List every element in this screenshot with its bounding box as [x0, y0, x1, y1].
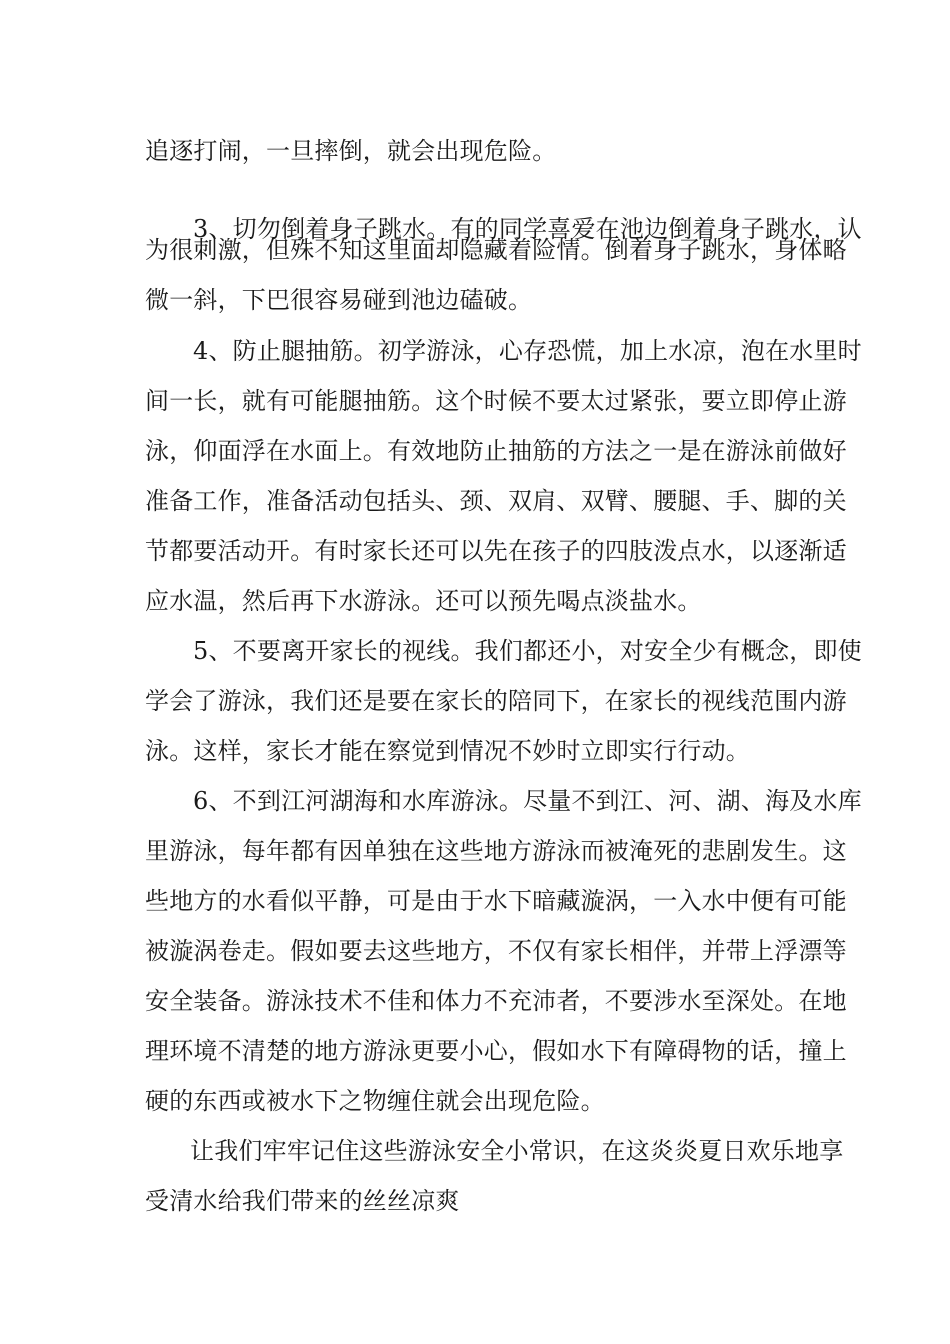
text-line: 准备工作，准备活动包括头、颈、双肩、双臂、腰腿、手、脚的关	[145, 487, 847, 515]
text-line: 被漩涡卷走。假如要去这些地方，不仅有家长相伴，并带上浮漂等	[145, 937, 847, 965]
text-line: 硬的东西或被水下之物缠住就会出现危险。	[145, 1087, 605, 1115]
text-line: 理环境不清楚的地方游泳更要小心，假如水下有障碍物的话，撞上	[145, 1037, 847, 1065]
text-line: 学会了游泳，我们还是要在家长的陪同下，在家长的视线范围内游	[145, 687, 847, 715]
text-line: 为很刺激，但殊不知这里面却隐藏着险情。倒着身子跳水，身体略	[145, 236, 847, 264]
text-line: 微一斜，下巴很容易碰到池边磕破。	[145, 286, 533, 314]
text-line: 些地方的水看似平静，可是由于水下暗藏漩涡，一入水中便有可能	[145, 887, 847, 915]
text-line: 3、切勿倒着身子跳水。有的同学喜爱在池边倒着身子跳水，认	[193, 215, 862, 243]
text-line: 6、不到江河湖海和水库游泳。尽量不到江、河、湖、海及水库	[193, 787, 862, 815]
text-line: 泳。这样，家长才能在察觉到情况不妙时立即实行行动。	[145, 737, 750, 765]
text-line: 追逐打闹，一旦摔倒，就会出现危险。	[145, 137, 557, 165]
text-line: 5、不要离开家长的视线。我们都还小，对安全少有概念，即使	[193, 637, 862, 665]
text-line: 间一长，就有可能腿抽筋。这个时候不要太过紧张，要立即停止游	[145, 387, 847, 415]
text-line: 泳，仰面浮在水面上。有效地防止抽筋的方法之一是在游泳前做好	[145, 437, 847, 465]
text-line: 4、防止腿抽筋。初学游泳，心存恐慌，加上水凉，泡在水里时	[193, 337, 862, 365]
text-line: 安全装备。游泳技术不佳和体力不充沛者，不要涉水至深处。在地	[145, 987, 847, 1015]
text-line: 节都要活动开。有时家长还可以先在孩子的四肢泼点水，以逐渐适	[145, 537, 847, 565]
text-line: 让我们牢牢记住这些游泳安全小常识，在这炎炎夏日欢乐地享	[190, 1137, 844, 1165]
text-line: 应水温，然后再下水游泳。还可以预先喝点淡盐水。	[145, 587, 702, 615]
text-line: 里游泳，每年都有因单独在这些地方游泳而被淹死的悲剧发生。这	[145, 837, 847, 865]
text-line: 受清水给我们带来的丝丝凉爽	[145, 1187, 460, 1215]
